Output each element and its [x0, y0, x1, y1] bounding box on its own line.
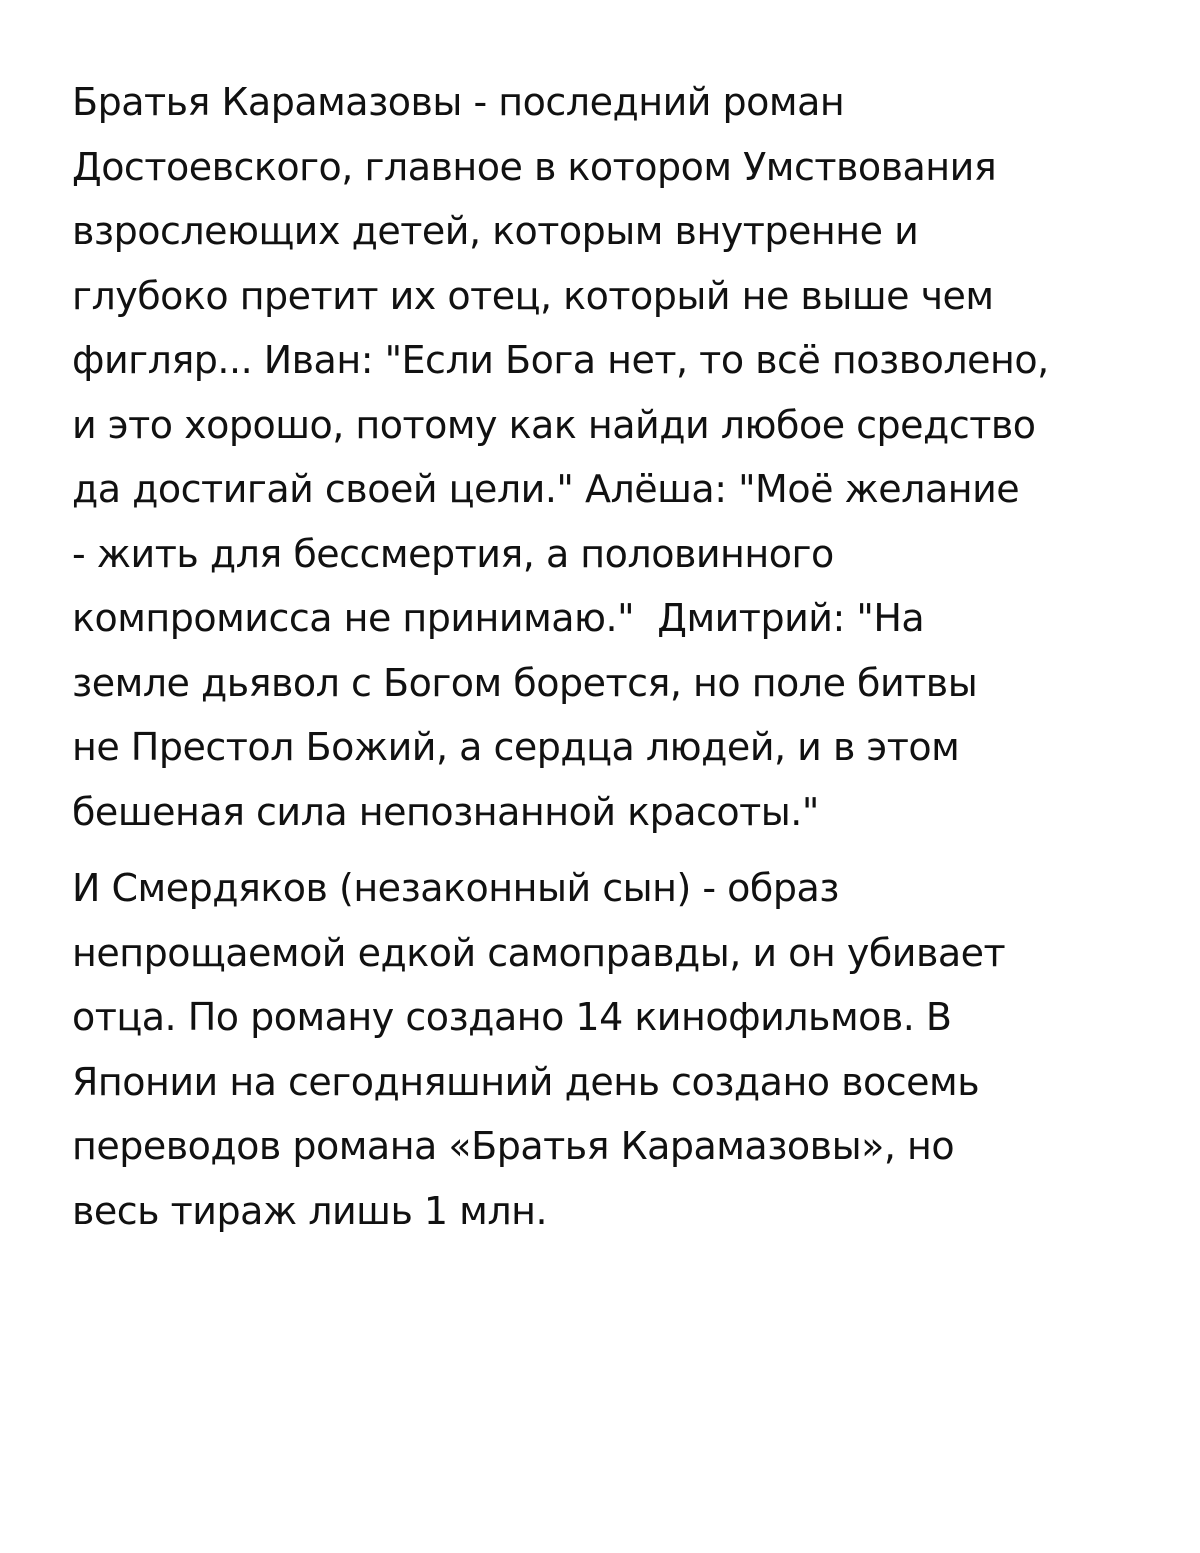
text-line: да достигай своей цели." Алёша: "Моё желание — [72, 467, 1020, 511]
text-line: весь тираж лишь 1 млн. — [72, 1188, 548, 1233]
text-line: взрослеющих детей, которым внутренне и — [72, 209, 919, 253]
text-line: отца. По роману создано 14 кинофильмов. В — [72, 995, 952, 1039]
text-line: непрощаемой едкой самоправды, и он убивает — [72, 930, 1006, 975]
text-line: И Смердяков (незаконный сын) - образ — [72, 866, 839, 910]
paragraph-1 — [72, 70, 1152, 844]
document-page — [72, 70, 1152, 1243]
text-line: бешеная сила непознанной красоты." — [72, 789, 819, 834]
text-line: фигляр... Иван: "Если Бога нет, то всё позволено, — [72, 338, 1049, 382]
text-line: компромисса не принимаю." Дмитрий: "На — [72, 596, 925, 640]
text-line: Японии на сегодняшний день создано восемь — [72, 1059, 980, 1104]
text-line: земле дьявол с Богом борется, но поле битвы — [72, 660, 978, 705]
text-line: глубоко претит их отец, который не выше чем — [72, 273, 994, 318]
text-line: не Престол Божий, а сердца людей, и в этом — [72, 725, 960, 769]
text-line: и это хорошо, потому как найди любое средство — [72, 402, 1036, 447]
paragraph-spacer — [72, 844, 1152, 856]
paragraph-2 — [72, 856, 1152, 1243]
text-line: - жить для бессмертия, а половинного — [72, 531, 834, 576]
text-line: переводов романа «Братья Карамазовы», но — [72, 1124, 955, 1168]
text-line: Достоевского, главное в котором Умствования — [72, 144, 997, 189]
text-line: Братья Карамазовы - последний роман — [72, 80, 845, 124]
